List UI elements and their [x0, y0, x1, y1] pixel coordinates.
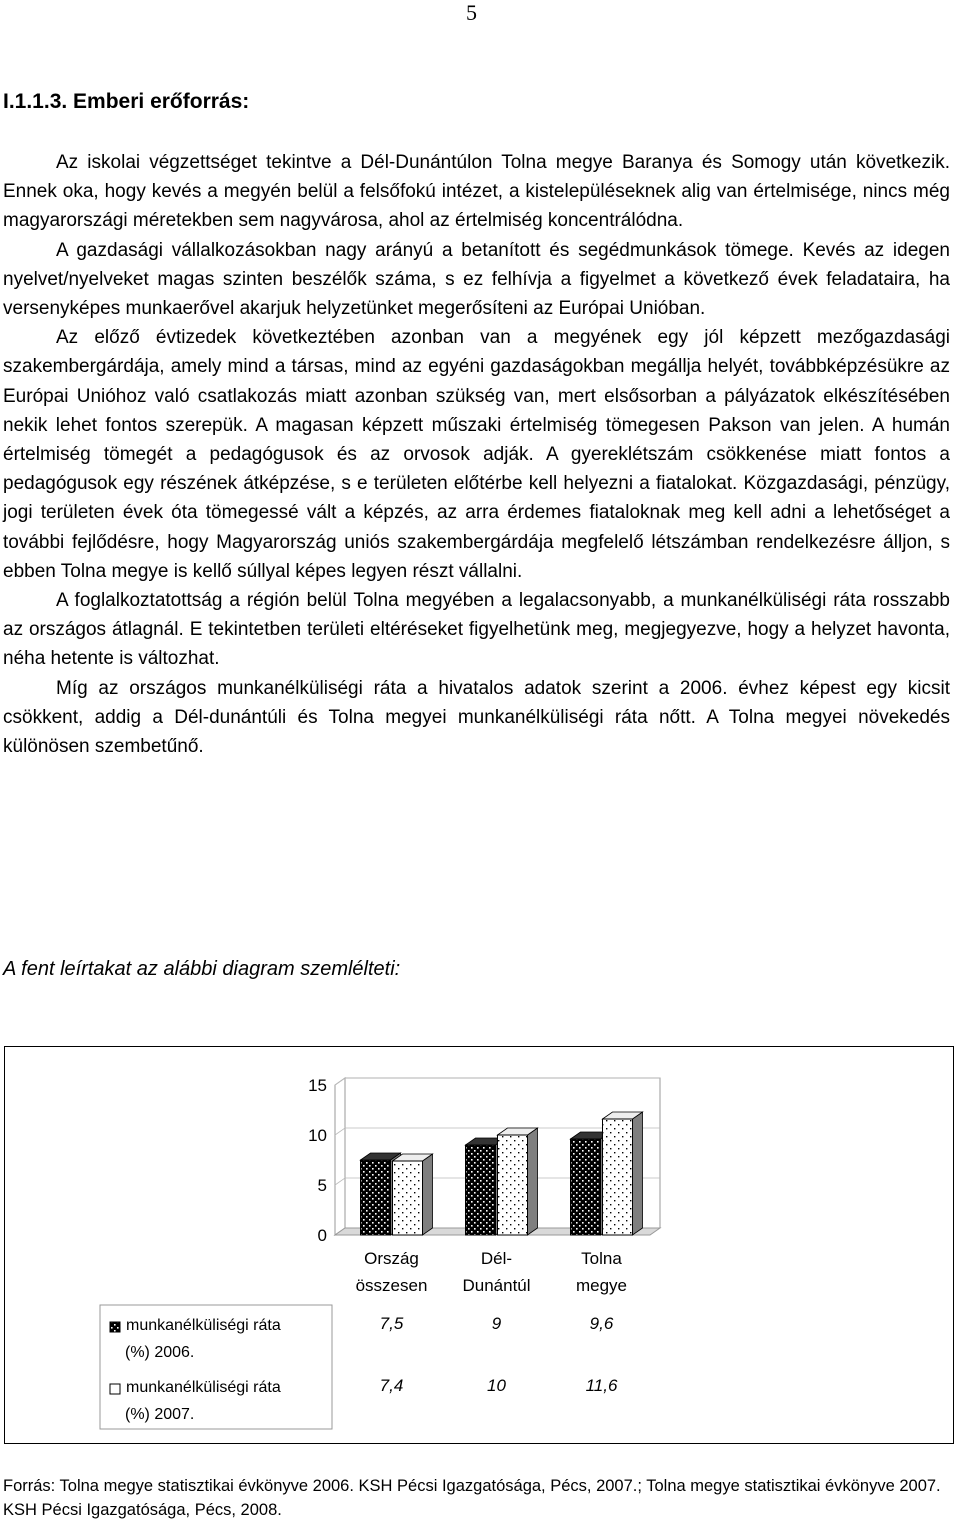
unemployment-chart	[5, 1047, 953, 1443]
category-label: Ország összesen	[355, 1249, 428, 1295]
data-label: 9,6	[589, 1314, 614, 1333]
paragraph: A gazdasági vállalkozásokban nagy arányú a betanított és segédmunkások tömege. Kevés az idegen nyelvet/nyelveket magas szinten beszélők száma, s ez felhívja a figyelmet a következő évek feladataira, ha versenyképes munkaerővel akarjuk helyzetünket megerősíteni az Európai Unióban.	[3, 239, 950, 320]
legend-swatch	[110, 1384, 120, 1394]
bar	[361, 1160, 391, 1235]
category-label: Dél-Dunántúl	[462, 1249, 531, 1295]
y-tick-label: 5	[317, 1176, 327, 1195]
y-tick-label: 0	[317, 1226, 327, 1245]
legend-label: munkanélküliségi ráta (%) 2006.	[125, 1317, 281, 1361]
category-label: Tolna megye	[575, 1249, 628, 1295]
bar	[393, 1161, 423, 1235]
paragraph: Míg az országos munkanélküliségi ráta a hivatalos adatok szerint a 2006. évhez képest egy kicsit csökkent, addig a Dél-dunántúli és Tolna megyei munkanélküliségi ráta nőtt. A Tolna megyei növekedés különösen szembetűnő.	[3, 677, 950, 758]
paragraph: Az iskolai végzettséget tekintve a Dél-Dunántúlon Tolna megye Baranya és Somogy után következik. Ennek oka, hogy kevés a megyén belül a felsőfokú intézet, a kistelepüléseknek alig van értelmisége, nincs még magyarországi méretekben sem nagyvárosa, ahol az értelmiség koncentrálódna.	[3, 152, 950, 232]
data-label: 7,4	[379, 1376, 404, 1395]
body-text	[3, 148, 950, 761]
section-heading: I.1.1.3. Emberi erőforrás:	[3, 90, 250, 113]
data-label: 11,6	[585, 1376, 618, 1395]
bar	[466, 1145, 496, 1235]
paragraph: A foglalkoztatottság a régión belül Tolna megyében a legalacsonyabb, a munkanélküliségi ráta rosszabb az országos átlagnál. E tekintetben területi eltéréseket figyelhetünk meg, megjegyezve, hogy a helyzet havonta, néha hetente is változhat.	[3, 590, 950, 670]
page-number: 5	[466, 0, 477, 25]
legend-swatch	[110, 1322, 120, 1332]
bar-side	[528, 1128, 538, 1235]
bar-side	[423, 1154, 433, 1235]
source-note: Forrás: Tolna megye statisztikai évkönyve 2006. KSH Pécsi Igazgatósága, Pécs, 2007.; Tolna megye statisztikai évkönyve 2007. KSH Pécsi Igazgatósága, Pécs, 2008.	[3, 1477, 941, 1519]
bar-side	[633, 1112, 643, 1235]
chart-container	[4, 1046, 954, 1444]
bar	[571, 1139, 601, 1235]
diagram-intro: A fent leírtakat az alábbi diagram szemlélteti:	[3, 958, 401, 980]
chart-side-wall	[335, 1078, 345, 1235]
bar	[603, 1119, 633, 1235]
bar	[498, 1135, 528, 1235]
legend-label: munkanélküliségi ráta (%) 2007.	[125, 1379, 281, 1423]
y-tick-label: 10	[308, 1126, 327, 1145]
data-label: 7,5	[379, 1314, 404, 1333]
y-tick-label: 15	[308, 1076, 327, 1095]
paragraph: Az előző évtizedek következtében azonban van a megyének egy jól képzett mezőgazdasági szakembergárdája, amely mind a társas, mind az egyéni gazdaságokban megállja helyét, továbbképzésükre az Európai Unióhoz való csatlakozás miatt azonban szükség van, mert elsősorban a pályázatok elkészítésében nekik lehet fontos szerepük. A magasan képzett műszaki értelmiség tömegesen Pakson van jelen. A humán értelmiség tömegét a pedagógusok és az orvosok adják. A gyereklétszám csökkenése miatt fontos a pedagógusok egy részének átképzése, s e területen előtérbe kell helyezni a fiatalokat. Közgazdasági, pénzügy, jogi területen évek óta tömegessé vált a képzés, az arra érdemes fiataloknak meg kell adni a lehetőséget a további fejlődésre, hogy Magyarország uniós szakembergárdája megfelelő létszámban rendelkezésre álljon, s ebben Tolna megye is kellő súllyal képes legyen részt vállalni.	[3, 327, 950, 582]
data-label: 9	[491, 1314, 502, 1333]
data-label: 10	[487, 1376, 506, 1395]
